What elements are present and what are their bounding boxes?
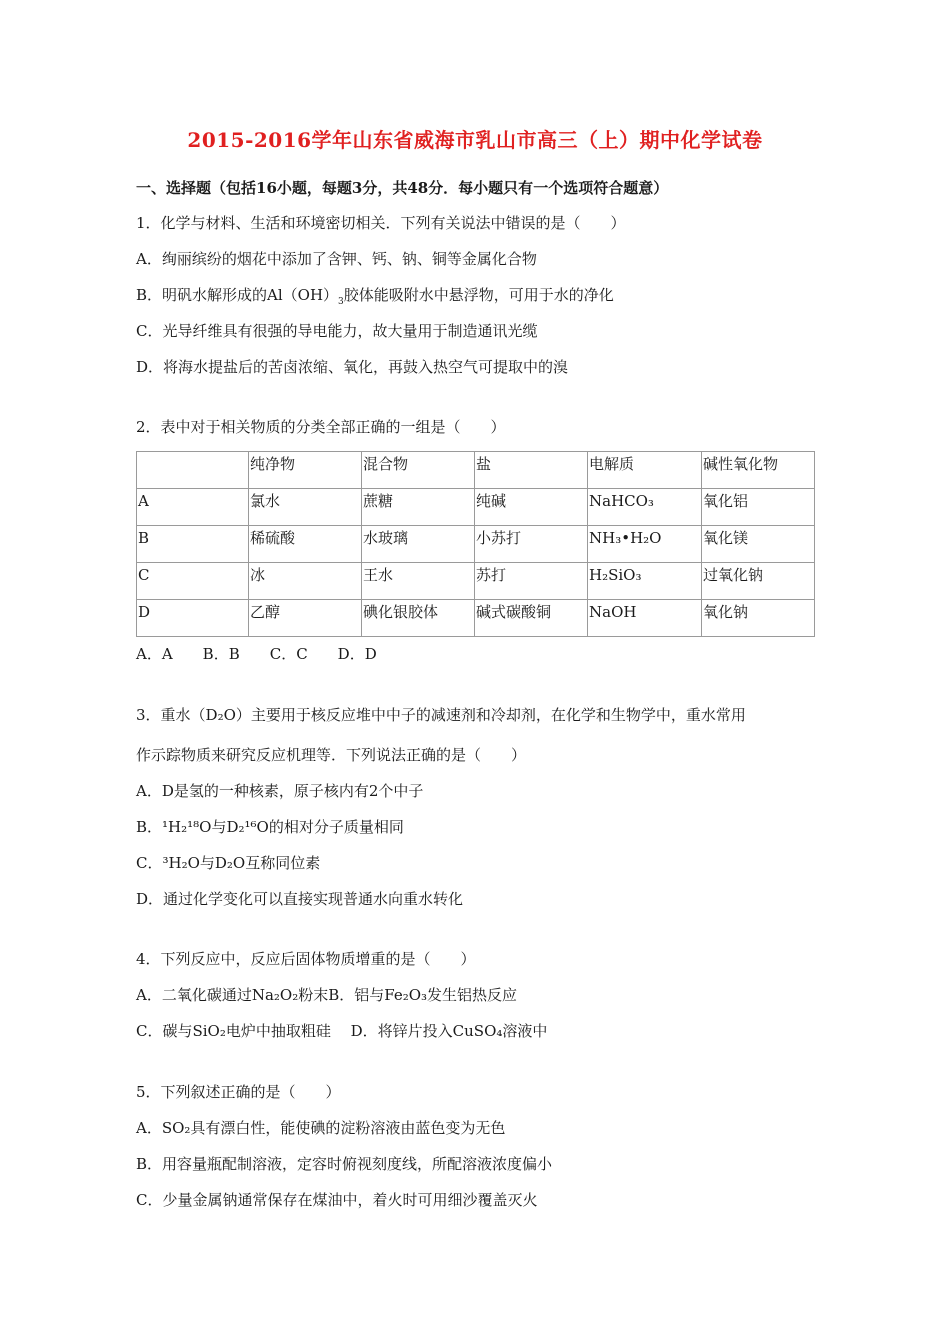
q5-option-a: A．SO₂具有漂白性，能使碘的淀粉溶液由蓝色变为无色 bbox=[136, 1119, 506, 1137]
table-row bbox=[137, 600, 815, 637]
q5-option-c: C．少量金属钠通常保存在煤油中，着火时可用细沙覆盖灭火 bbox=[136, 1191, 538, 1209]
q1-option-b-sub: 3 bbox=[338, 297, 344, 307]
table-header-cell: 混合物 bbox=[362, 452, 475, 489]
q1-stem: 1．化学与材料、生活和环境密切相关．下列有关说法中错误的是（ ） bbox=[136, 214, 626, 232]
table-header-cell: 盐 bbox=[475, 452, 588, 489]
table-cell: 蔗糖 bbox=[362, 489, 475, 526]
q3-option-a: A．D是氢的一种核素，原子核内有2个中子 bbox=[136, 782, 424, 800]
table-cell: 乙醇 bbox=[249, 600, 362, 637]
table-cell: 氧化钠 bbox=[702, 600, 815, 637]
table-header-row bbox=[137, 452, 815, 489]
table-cell: C bbox=[137, 563, 249, 600]
table-cell: D bbox=[137, 600, 249, 637]
q5-option-b: B．用容量瓶配制溶液，定容时俯视刻度线，所配溶液浓度偏小 bbox=[136, 1155, 553, 1173]
q4-stem: 4．下列反应中，反应后固体物质增重的是（ ） bbox=[136, 950, 476, 968]
table-cell: 氯水 bbox=[249, 489, 362, 526]
table-cell: B bbox=[137, 526, 249, 563]
table-cell: 王水 bbox=[362, 563, 475, 600]
section-heading: 一、选择题（包括16小题，每题3分，共48分．每小题只有一个选项符合题意） bbox=[136, 179, 669, 197]
table-cell: 氧化镁 bbox=[702, 526, 815, 563]
q2-options: A．A B．B C．C D．D bbox=[136, 645, 377, 663]
q1-option-b-post: 胶体能吸附水中悬浮物，可用于水的净化 bbox=[343, 286, 614, 304]
q2-stem: 2．表中对于相关物质的分类全部正确的一组是（ ） bbox=[136, 418, 506, 436]
table-cell: 小苏打 bbox=[475, 526, 588, 563]
table-cell: NH₃•H₂O bbox=[588, 526, 702, 563]
classification-table bbox=[136, 451, 815, 637]
table-row bbox=[137, 489, 815, 526]
table-cell: 纯碱 bbox=[475, 489, 588, 526]
table-cell: NaHCO₃ bbox=[588, 489, 702, 526]
q3-option-b: B．¹H₂¹⁸O与D₂¹⁶O的相对分子质量相同 bbox=[136, 818, 404, 836]
table-row bbox=[137, 526, 815, 563]
table-cell: H₂SiO₃ bbox=[588, 563, 702, 600]
table-header-cell bbox=[137, 452, 249, 489]
table-cell: 碘化银胶体 bbox=[362, 600, 475, 637]
q1-option-c: C．光导纤维具有很强的导电能力，故大量用于制造通讯光缆 bbox=[136, 322, 538, 340]
q3-option-d: D．通过化学变化可以直接实现普通水向重水转化 bbox=[136, 890, 464, 908]
table-cell: 冰 bbox=[249, 563, 362, 600]
table-row bbox=[137, 563, 815, 600]
q3-option-c: C．³H₂O与D₂O互称同位素 bbox=[136, 854, 321, 872]
table-header-cell: 纯净物 bbox=[249, 452, 362, 489]
table-cell: 苏打 bbox=[475, 563, 588, 600]
table-header-cell: 电解质 bbox=[588, 452, 702, 489]
q1-option-a: A．绚丽缤纷的烟花中添加了含钾、钙、钠、铜等金属化合物 bbox=[136, 250, 537, 268]
q4-options-cd: C．碳与SiO₂电炉中抽取粗硅 D．将锌片投入CuSO₄溶液中 bbox=[136, 1022, 548, 1040]
table-cell: A bbox=[137, 489, 249, 526]
q4-options-ab: A．二氧化碳通过Na₂O₂粉末B．铝与Fe₂O₃发生铝热反应 bbox=[136, 986, 518, 1004]
q1-option-d: D．将海水提盐后的苦卤浓缩、氧化，再鼓入热空气可提取中的溴 bbox=[136, 358, 569, 376]
table-cell: 氧化铝 bbox=[702, 489, 815, 526]
table-cell: 水玻璃 bbox=[362, 526, 475, 563]
q3-stem-line-2: 作示踪物质来研究反应机理等．下列说法正确的是（ ） bbox=[136, 746, 527, 764]
table-cell: NaOH bbox=[588, 600, 702, 637]
table-cell: 过氧化钠 bbox=[702, 563, 815, 600]
table-cell: 碱式碳酸铜 bbox=[475, 600, 588, 637]
q1-option-b bbox=[136, 284, 614, 306]
table-cell: 稀硫酸 bbox=[249, 526, 362, 563]
q1-option-b-pre: B．明矾水解形成的Al（OH） bbox=[136, 286, 339, 304]
q3-stem-line-1: 3．重水（D₂O）主要用于核反应堆中中子的减速剂和冷却剂，在化学和生物学中，重水常用 bbox=[136, 706, 746, 724]
q5-stem: 5．下列叙述正确的是（ ） bbox=[136, 1083, 341, 1101]
table-header-cell: 碱性氧化物 bbox=[702, 452, 815, 489]
exam-title: 2015-2016学年山东省威海市乳山市高三（上）期中化学试卷 bbox=[187, 128, 763, 152]
